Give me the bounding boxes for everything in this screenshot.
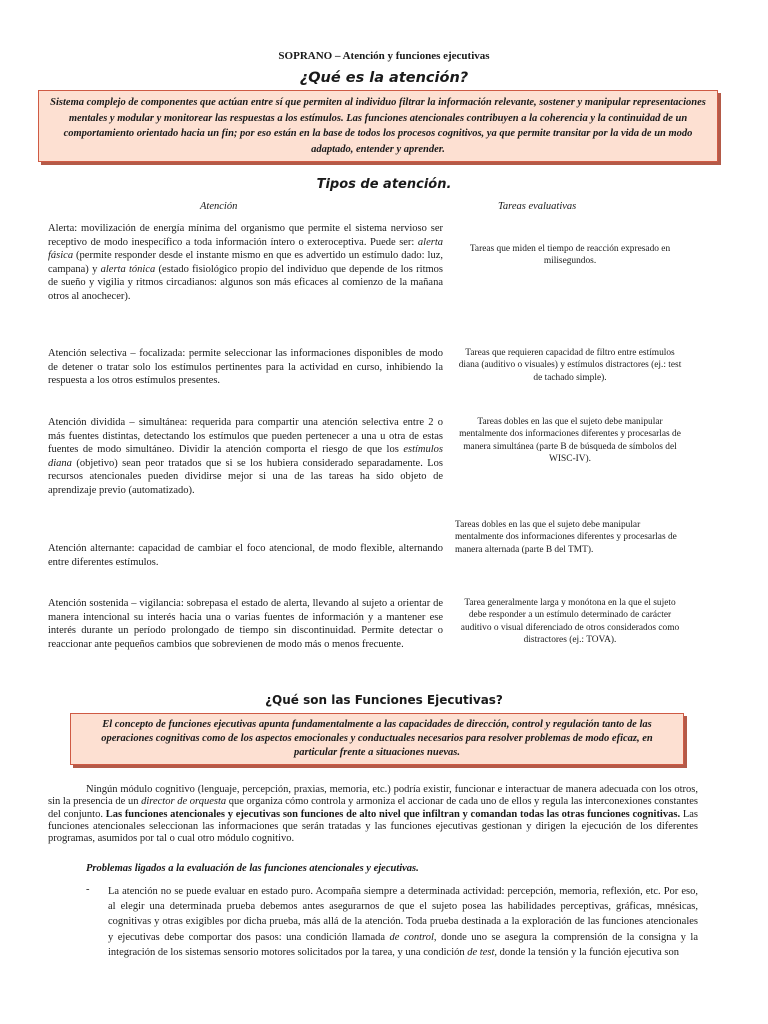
estimulos-diana-term: estímulos diana xyxy=(48,444,443,469)
task-selectiva: Tareas que requieren capacidad de filtro entre estímulos diana (auditivo o visuales) y estímulos distractores (ej.: test de tachado simple). xyxy=(458,348,682,383)
task-dividida: Tareas dobles en las que el sujeto debe manipular mentalmente dos informaciones diferentes y procesarlas de manera simultánea (parte B de búsqueda de símbolos del WISC-IV). xyxy=(459,417,681,465)
para1-bold: Las funciones atencionales y ejecutivas son funciones de alto nivel que infiltran y comandan todas las otras funciones cognitivas. xyxy=(105,808,681,820)
alerta-tonica-term: alerta tónica xyxy=(100,263,156,275)
document-header: SOPRANO – Atención y funciones ejecutivas xyxy=(278,50,490,62)
task-sostenida: Tarea generalmente larga y monótona en la que el sujeto debe responder a un estímulo determinado de carácter auditivo o visual diferenciado de otros considerados como distractores (ej.: TOVA). xyxy=(460,598,680,646)
dividida-text-a: Atención dividida – simultánea: requerida para compartir una atención selectiva entre 2 o más fuentes distintas, detectando los estímulos que pueden pertenecer a una u otra de estas fuentes de modo simultáneo. Dividir la atención comporta el riesgo de que los xyxy=(48,417,443,456)
bullet-text-b: , donde uno se asegura la comprensión de la consigna y la integración de los sistemas sensorio motores solicitados por la tarea, y una condición xyxy=(108,931,698,958)
attention-type-selectiva: Atención selectiva – focalizada: permite seleccionar las informaciones disponibles de modo de detener o tratar solo los estímulos pertinentes para la actividad en curso, inhibiendo la respuesta a los otros estímulos presentes. xyxy=(48,348,443,387)
alerta-text-a: Alerta: movilización de energía mínima del organismo que permite el sistema nervioso ser receptivo de modo inespecífico a toda información íntero o exteroceptiva. Puede ser: xyxy=(48,223,443,248)
fe-definition-text: El concepto de funciones ejecutivas apunta fundamentalmente a las capacidades de dirección, control y regulación tanto de las operaciones cognitivas como de los aspectos emocionales y conductuales necesarios para resolver problemas de modo eficaz, en particular frente a situaciones nuevas. xyxy=(101,719,653,758)
attention-type-alternante: Atención alternante: capacidad de cambiar el foco atencional, de modo flexible, alternando entre diferentes estímulos. xyxy=(48,543,443,568)
para1-text-b: que organiza cómo controla y armoniza el accionar de cada uno de ellos y regula las interconexiones constantes del conjunto. xyxy=(48,796,698,820)
definition-text: Sistema complejo de componentes que actúan entre sí que permiten al individuo filtrar la información relevante, sostener y manipular representaciones mentales y modular y monitorear las respuestas a los estímulos. Las funciones atencionales contribuyen a la coherencia y la continuidad de un comportamiento orientado hacia un fin; por eso están en la base de todos los procesos cognitivos, ya que permite transitar por la vida de un modo adaptado, entender y aprender. xyxy=(50,97,706,155)
bullet-item xyxy=(108,884,698,960)
attention-type-dividida xyxy=(48,416,443,498)
problemas-subtitle: Problemas ligados a la evaluación de las funciones atencionales y ejecutivas. xyxy=(86,863,419,874)
fe-definition-callout xyxy=(70,713,684,765)
bullet-text-c: , donde la tensión y la función ejecutiva son xyxy=(494,946,679,958)
alerta-text-c: (estado fisiológico propio del individuo que depende de los ritmos de sueño y vigilia y ritmos circadianos: algunos son más eficaces al comienzo de la mañana otros al anochecer). xyxy=(48,263,444,302)
task-alternante: Tareas dobles en las que el sujeto debe manipular mentalmente dos informaciones diferentes y procesarlas de manera alternada (parte B del TMT). xyxy=(455,520,677,555)
alerta-fasica-term: alerta fásica xyxy=(48,236,443,262)
section-title-atencion: ¿Qué es la atención? xyxy=(299,70,469,86)
dividida-text-b: (objetivo) sean peor tratados que si se los hubiera considerado separadamente. Los recursos atencionales pueden dividirse mejor si una de las tareas ha sido objeto de aprendizaje previo (automatizado). xyxy=(48,457,443,496)
section-title-tipos: Tipos de atención. xyxy=(316,177,452,192)
alerta-text-b: (permite responder desde el instante mismo en que es advertido un estímulo dado: luz, campana) y xyxy=(48,250,443,275)
attention-type-sostenida: Atención sostenida – vigilancia: sobrepasa el estado de alerta, llevando al sujeto a orientar de manera intencional su interés hacia una o varias fuentes de información y a mantener ese interés durante un período prolongado de tiempo sin discontinuidad. Permite detectar o reaccionar ante pequeños cambios que sobrevienen de modo más o menos frecuente. xyxy=(48,598,443,650)
para1-italic: director de orquesta xyxy=(141,796,227,808)
bullet-marker: - xyxy=(86,884,90,895)
definition-callout xyxy=(38,90,718,162)
para1-text-c: Las funciones atencionales seleccionan las informaciones que serán tratadas y las funciones ejecutivas gestionan y dirigen la ejecución de los diferentes programas, asumidos por tal o cual otro módulo cognitivo. xyxy=(48,808,698,845)
attention-type-alerta xyxy=(48,222,443,304)
para1-text-a: Ningún módulo cognitivo (lenguaje, percepción, praxias, memoria, etc.) podría existir, funcionar e interactuar de manera adecuada con los otros, sin la presencia de un xyxy=(48,784,698,808)
paragraph-director-orquesta xyxy=(48,784,698,845)
task-alerta: Tareas que miden el tiempo de reacción expresado en milisegundos. xyxy=(469,244,671,267)
column-header-tareas: Tareas evaluativas xyxy=(498,201,577,212)
bullet-text-a: La atención no se puede evaluar en estado puro. Acompaña siempre a determinada actividad: percepción, memoria, reflexión, etc. Por eso, al elegir una determinada prueba debemos antes asegurarnos de que el sujeto posea las habilidades perceptivas, gráficas, mnésicas, cognitivas y otras exigibles por dicha prueba, más allá de la atención. Toda prueba destinada a la exploración de las funciones atencionales y ejecutivas debe comportar dos pasos: una condición llamada xyxy=(108,886,698,943)
column-header-atencion: Atención xyxy=(200,201,238,212)
bullet-italic-control: de control xyxy=(389,931,434,943)
section-title-funciones-ejecutivas: ¿Qué son las Funciones Ejecutivas? xyxy=(265,693,503,707)
bullet-italic-test: de test xyxy=(467,946,495,958)
